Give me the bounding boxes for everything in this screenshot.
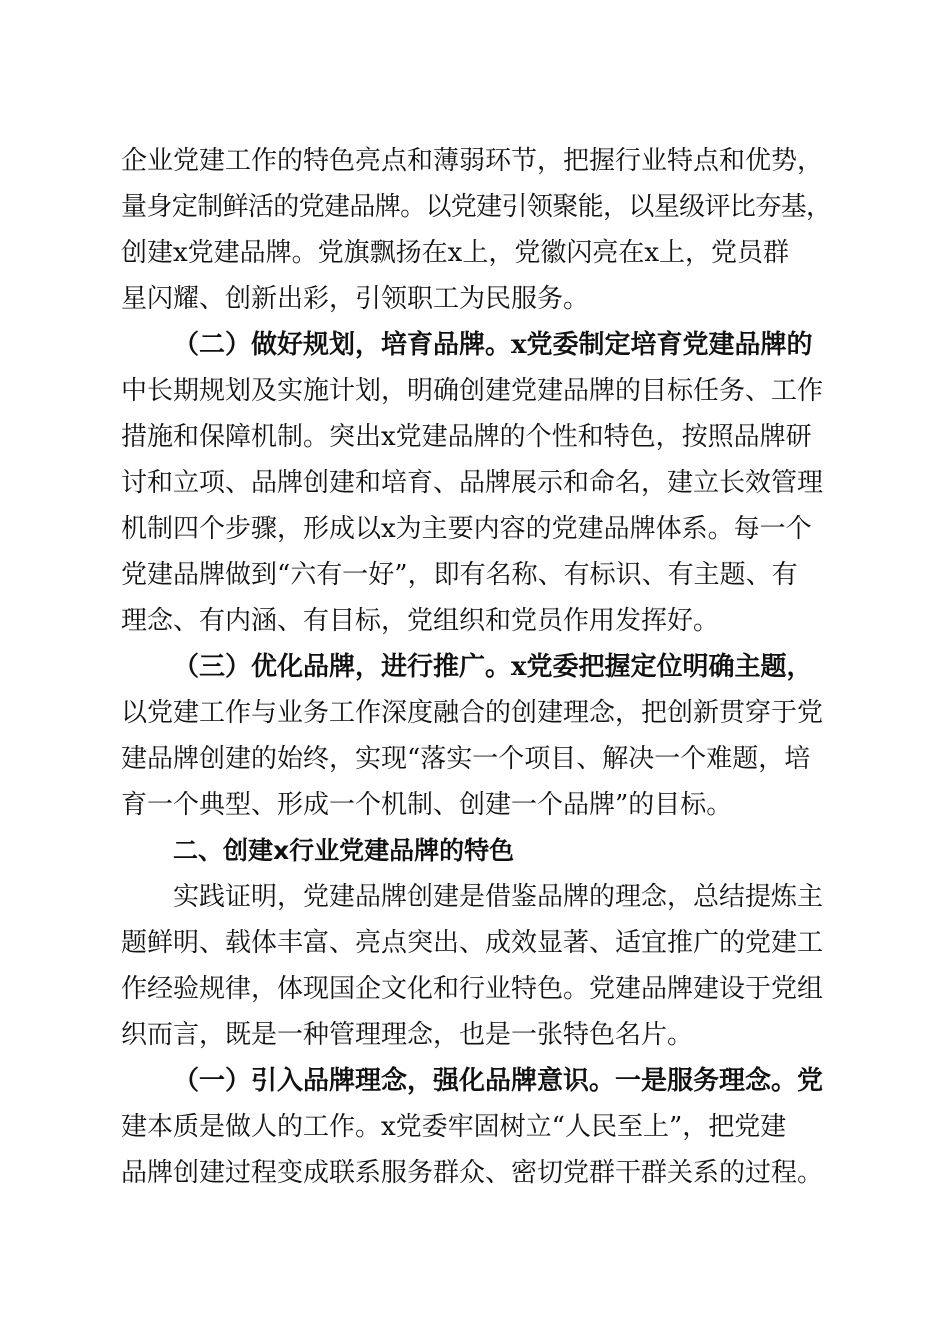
paragraph-line: （一）引入品牌理念，强化品牌意识。一是服务理念。党 bbox=[173, 1066, 824, 1096]
paragraph-line: 育一个典型、形成一个机制、创建一个品牌”的目标。 bbox=[121, 790, 733, 820]
paragraph-line: 题鲜明、载体丰富、亮点突出、成效显著、适宜推广的党建工 bbox=[121, 928, 824, 958]
paragraph-line: 实践证明，党建品牌创建是借鉴品牌的理念，总结提炼主 bbox=[173, 882, 824, 912]
paragraph-line: 品牌创建过程变成联系服务群众、密切党群干群关系的过程。 bbox=[121, 1158, 824, 1188]
paragraph-line: 党建品牌做到“六有一好”，即有名称、有标识、有主题、有 bbox=[121, 560, 798, 590]
paragraph-line: 中长期规划及实施计划，明确创建党建品牌的目标任务、工作 bbox=[121, 376, 824, 406]
paragraph-line: 作经验规律，体现国企文化和行业特色。党建品牌建设于党组 bbox=[121, 974, 824, 1004]
paragraph-line: 创建x党建品牌。党旗飘扬在x上，党徽闪亮在x上，党员群 bbox=[121, 238, 789, 268]
paragraph-line: 以党建工作与业务工作深度融合的创建理念，把创新贯穿于党 bbox=[121, 698, 824, 728]
paragraph-line: 建本质是做人的工作。x党委牢固树立“人民至上”，把党建 bbox=[121, 1112, 787, 1142]
paragraph-line: 量身定制鲜活的党建品牌。以党建引领聚能，以星级评比夯基， bbox=[121, 192, 832, 222]
paragraph-line: （二）做好规划，培育品牌。x党委制定培育党建品牌的 bbox=[173, 330, 813, 360]
paragraph-line: 机制四个步骤，形成以x为主要内容的党建品牌体系。每一个 bbox=[121, 514, 812, 544]
paragraph-line: 企业党建工作的特色亮点和薄弱环节，把握行业特点和优势， bbox=[121, 146, 824, 176]
paragraph-line: 措施和保障机制。突出x党建品牌的个性和特色，按照品牌研 bbox=[121, 422, 812, 452]
paragraph-line: 讨和立项、品牌创建和培育、品牌展示和命名，建立长效管理 bbox=[121, 468, 824, 498]
paragraph-line: （三）优化品牌，进行推广。x党委把握定位明确主题， bbox=[173, 652, 813, 682]
paragraph-line: 建品牌创建的始终，实现“落实一个项目、解决一个难题，培 bbox=[121, 744, 811, 774]
paragraph-line: 理念、有内涵、有目标，党组织和党员作用发挥好。 bbox=[121, 606, 720, 636]
paragraph-line: 星闪耀、创新出彩，引领职工为民服务。 bbox=[121, 284, 590, 314]
paragraph-line: 织而言，既是一种管理理念，也是一张特色名片。 bbox=[121, 1020, 694, 1050]
section-heading: 二、创建x行业党建品牌的特色 bbox=[173, 836, 515, 865]
